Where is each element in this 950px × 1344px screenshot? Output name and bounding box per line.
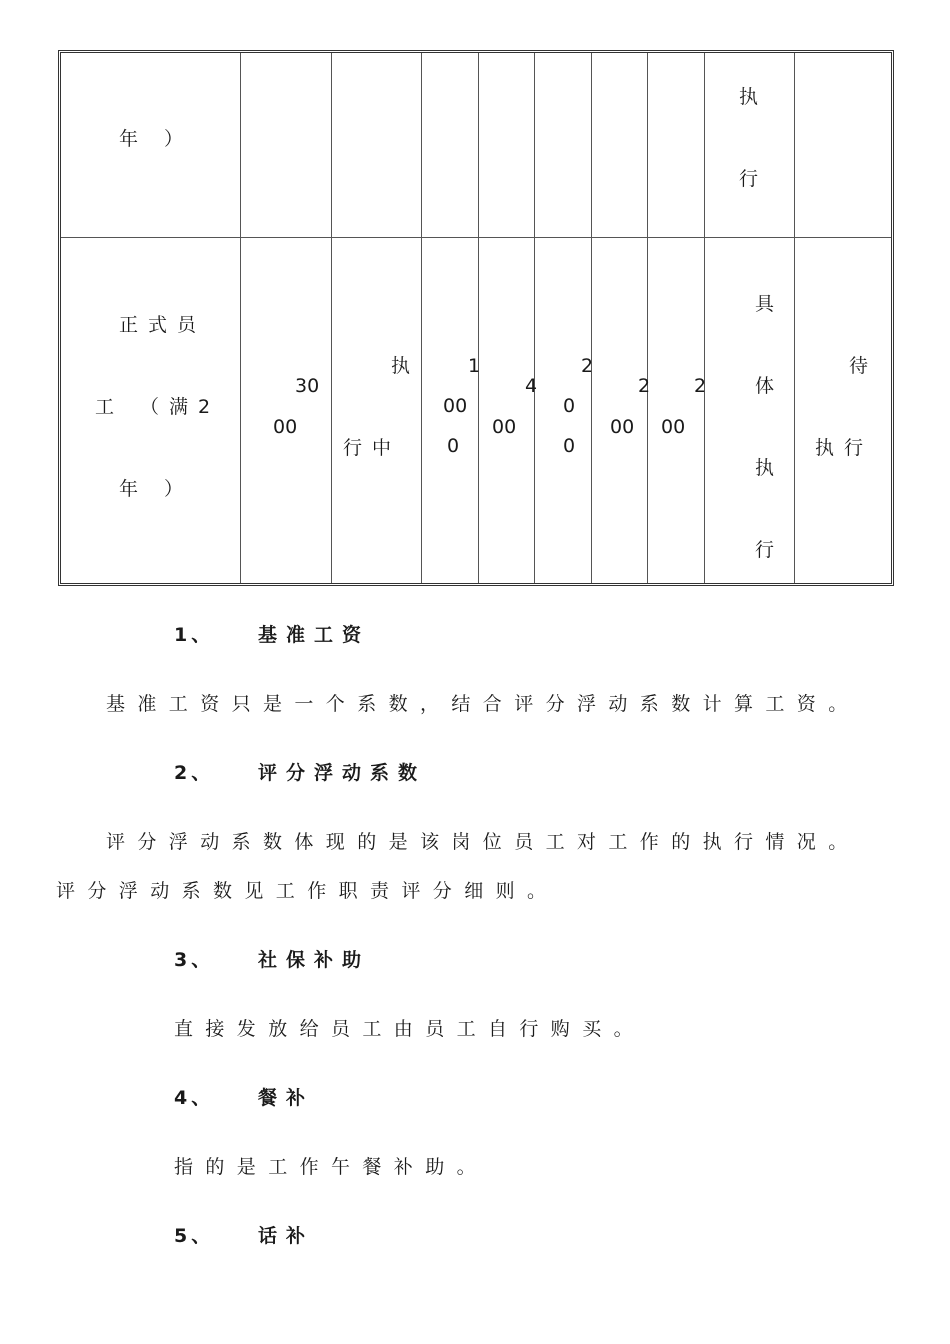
section-body: 评分浮动系数见工作职责评分细则。 — [56, 880, 559, 902]
section-heading-5 — [174, 1221, 314, 1248]
section-number: 3、 — [174, 949, 215, 971]
section-heading-3 — [174, 945, 370, 972]
section-body: 基准工资只是一个系数，结合评分浮动系数计算工资。 — [106, 693, 860, 715]
section-number: 2、 — [174, 762, 215, 784]
c4-part3: 0 — [447, 435, 460, 457]
base-salary-part1: 30 — [295, 375, 320, 397]
status-part2: 行中 — [343, 437, 402, 459]
c6-part1: 2 — [581, 355, 594, 377]
section-title: 基准工资 — [258, 624, 371, 646]
row1-col10-text: 执 行 — [739, 86, 769, 190]
c10-part2: 执行 — [815, 437, 874, 459]
salary-table — [58, 50, 894, 586]
col-divider — [240, 53, 241, 583]
c7-part2: 00 — [610, 416, 635, 438]
col-divider — [647, 53, 648, 583]
base-salary-part2: 00 — [273, 416, 298, 438]
c5-part1: 4 — [525, 375, 538, 397]
row2-type-line2: 工 （满2 — [95, 396, 221, 418]
row1-type-label: 年 ） — [119, 128, 194, 150]
col-divider — [704, 53, 705, 583]
c7-part1: 2 — [638, 375, 651, 397]
col-divider — [591, 53, 592, 583]
c8-part2: 00 — [661, 416, 686, 438]
section-heading-2 — [174, 758, 426, 785]
c9-text: 具 体 执 行 — [754, 293, 784, 561]
c6-part3: 0 — [563, 435, 576, 457]
col-divider — [421, 53, 422, 583]
section-title: 餐补 — [258, 1087, 315, 1109]
c6-part2: 0 — [563, 395, 576, 417]
section-number: 4、 — [174, 1087, 215, 1109]
col-divider — [331, 53, 332, 583]
section-title: 话补 — [258, 1225, 315, 1247]
row2-type-line1: 正式员 — [119, 314, 207, 336]
col-divider — [794, 53, 795, 583]
row2-type-line3: 年 ） — [119, 478, 194, 500]
section-heading-1 — [174, 620, 370, 647]
c10-part1: 待 — [849, 355, 879, 377]
c4-part1: 1 — [468, 355, 481, 377]
section-body: 指的是工作午餐补助。 — [174, 1156, 489, 1178]
section-number: 5、 — [174, 1225, 215, 1247]
c8-part1: 2 — [694, 375, 707, 397]
c4-part2: 00 — [443, 395, 468, 417]
row-divider — [61, 237, 891, 238]
c5-part2: 00 — [492, 416, 517, 438]
section-body: 评分浮动系数体现的是该岗位员工对工作的执行情况。 — [106, 831, 860, 853]
section-heading-4 — [174, 1083, 314, 1110]
section-body: 直接发放给员工由员工自行购买。 — [174, 1018, 646, 1040]
section-number: 1、 — [174, 624, 215, 646]
section-title: 社保补助 — [258, 949, 371, 971]
section-title: 评分浮动系数 — [258, 762, 427, 784]
status-part1: 执 — [391, 355, 421, 377]
col-divider — [534, 53, 535, 583]
col-divider — [478, 53, 479, 583]
